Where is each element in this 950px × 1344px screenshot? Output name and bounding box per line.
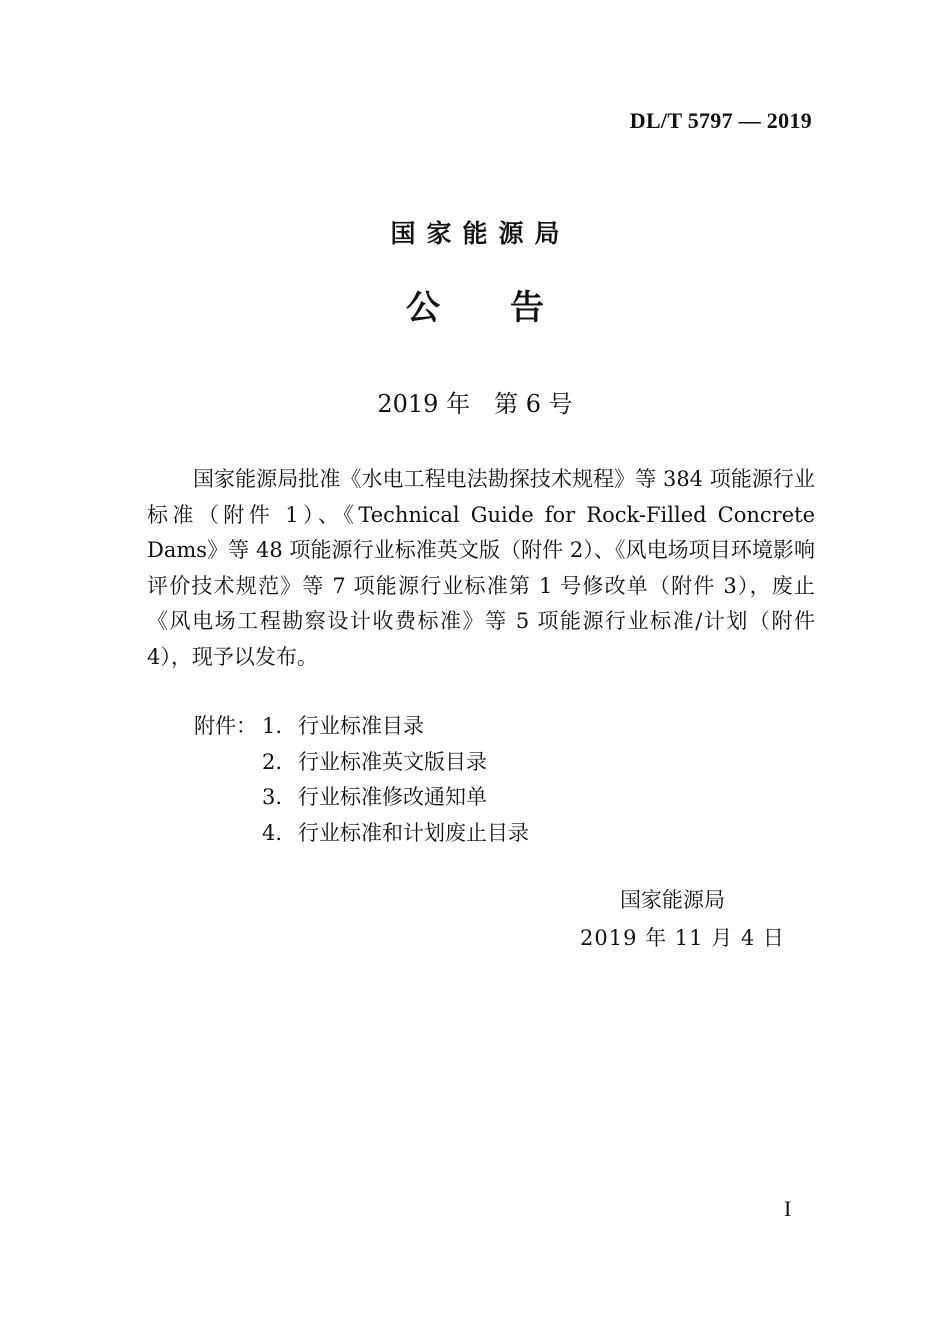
attachments-list bbox=[194, 709, 529, 851]
signature-organization: 国家能源局 bbox=[620, 888, 725, 912]
announcement-paragraph: 国家能源局批准《水电工程电法勘探技术规程》等 384 项能源行业标准（附件 1）、《Technical Guide for Rock-Filled Concrete Dams》等 48 项能源行业标准英文版（附件 2）、《风电场项目环境影响评价技术规范》等 7 项能源行业标准第 1 号修改单（附件 3），废止《风电场工程勘察设计收费标准》等 5 项能源行业标准/计划（附件 4），现予以发布。 bbox=[147, 467, 815, 669]
attachment-item bbox=[194, 816, 529, 852]
attachment-title: 行业标准修改通知单 bbox=[298, 785, 487, 809]
page-number: I bbox=[784, 1196, 792, 1221]
attachment-number: 3. bbox=[262, 785, 283, 809]
attachment-title: 行业标准和计划废止目录 bbox=[298, 820, 529, 845]
document-number: 2019 年 第 6 号 bbox=[377, 390, 573, 418]
standard-code: DL/T 5797 — 2019 bbox=[629, 108, 812, 133]
attachment-item bbox=[194, 780, 529, 816]
signature-date: 2019 年 11 月 4 日 bbox=[580, 926, 785, 950]
document-type-heading: 公告 bbox=[406, 288, 614, 328]
attachment-title: 行业标准英文版目录 bbox=[298, 749, 487, 774]
attachment-number: 2. bbox=[262, 749, 283, 774]
attachment-number: 4. bbox=[262, 820, 283, 845]
attachment-number: 1. bbox=[262, 714, 283, 738]
issuer-heading: 国家能源局 bbox=[390, 219, 571, 248]
attachment-title: 行业标准目录 bbox=[298, 714, 424, 738]
attachments-label: 附件： bbox=[194, 714, 257, 738]
attachment-item bbox=[194, 709, 529, 745]
attachment-item bbox=[194, 745, 529, 781]
